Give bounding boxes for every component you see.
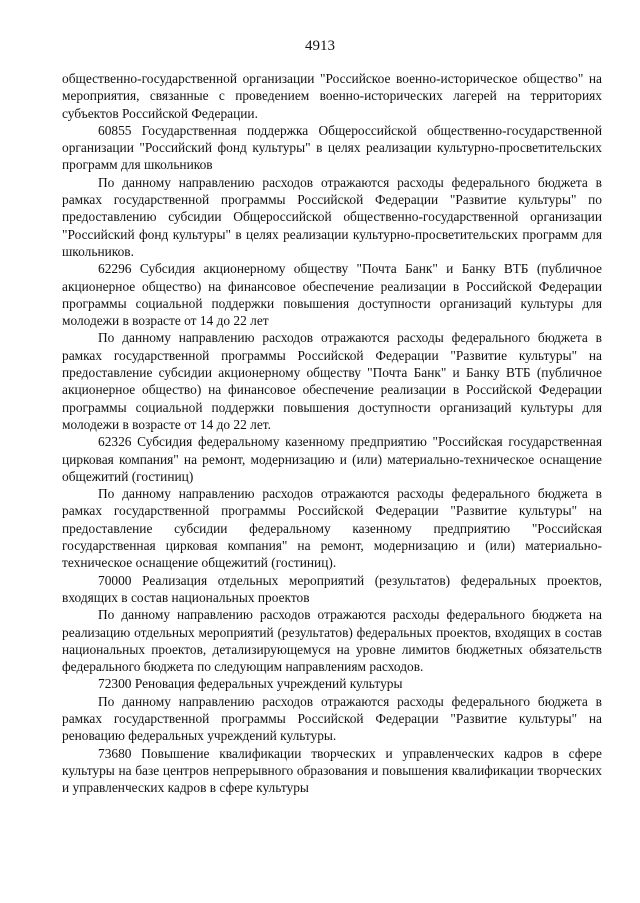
document-body xyxy=(62,70,602,796)
paragraph-code-60855-description: По данному направлению расходов отражаются расходы федерального бюджета в рамках государственной программы Российской Федерации "Развитие культуры" по предоставлению субсидии Общероссийской общественно-государственной организации "Российский фонд культуры" в целях реализации культурно-просветительских программ для школьников. xyxy=(62,174,602,259)
paragraph-continuation: общественно-государственной организации "Российское военно-историческое общество" на мероприятия, связанные с проведением военно-исторических лагерей на территориях субъектов Российской Федерации. xyxy=(62,71,602,121)
page-number: 4913 xyxy=(305,38,335,54)
paragraph-code-70000-description: По данному направлению расходов отражаются расходы федерального бюджета на реализацию отдельных мероприятий (результатов) федеральных проектов, входящих в состав национальных проектов, детализирующемуся на уровне лимитов бюджетных обязательств федерального бюджета по следующим направлениям расходов. xyxy=(62,607,602,675)
paragraph-code-62296-description: По данному направлению расходов отражаются расходы федерального бюджета в рамках государственной программы Российской Федерации "Развитие культуры" на предоставление субсидии акционерному обществу "Почта Банк" и Банку ВТБ (публичное акционерное общество) на финансовое обеспечение реализации в Российской Федерации программы социальной поддержки повышения доступности организаций культуры для молодежи в возрасте от 14 до 22 лет. xyxy=(62,330,602,432)
paragraph-code-73680-heading: 73680 Повышение квалификации творческих и управленческих кадров в сфере культуры на базе центров непрерывного образования и повышения квалификации творческих и управленческих кадров в сфере культуры xyxy=(62,745,602,796)
paragraph-code-62326-heading: 62326 Субсидия федеральному казенному предприятию "Российская государственная цирковая компания" на ремонт, модернизацию и (или) материально-техническое оснащение общежитий (гостиниц) xyxy=(62,434,602,484)
paragraph-code-62296-heading: 62296 Субсидия акционерному обществу "Почта Банк" и Банку ВТБ (публичное акционерное общество) на финансовое обеспечение реализации в Российской Федерации программы социальной поддержки повышения доступности организаций культуры для молодежи в возрасте от 14 до 22 лет xyxy=(62,261,602,329)
paragraph-code-70000-heading: 70000 Реализация отдельных мероприятий (результатов) федеральных проектов, входящих в состав национальных проектов xyxy=(62,572,602,605)
paragraph-code-72300-description: По данному направлению расходов отражаются расходы федерального бюджета в рамках государственной программы Российской Федерации "Развитие культуры" на реновацию федеральных учреждений культуры. xyxy=(62,693,602,744)
paragraph-code-60855-heading: 60855 Государственная поддержка Общероссийской общественно-государственной организации "Российский фонд культуры" в целях реализации культурно-просветительских программ для школьников xyxy=(62,122,602,173)
paragraph-code-72300-heading: 72300 Реновация федеральных учреждений культуры xyxy=(98,676,403,692)
paragraph-code-62326-description: По данному направлению расходов отражаются расходы федерального бюджета в рамках государственной программы Российской Федерации "Развитие культуры" на предоставление субсидии федеральному казенному предприятию "Российская государственная цирковая компания" на ремонт, модернизацию и (или) материально-техническое оснащение общежитий (гостиниц). xyxy=(62,486,602,571)
